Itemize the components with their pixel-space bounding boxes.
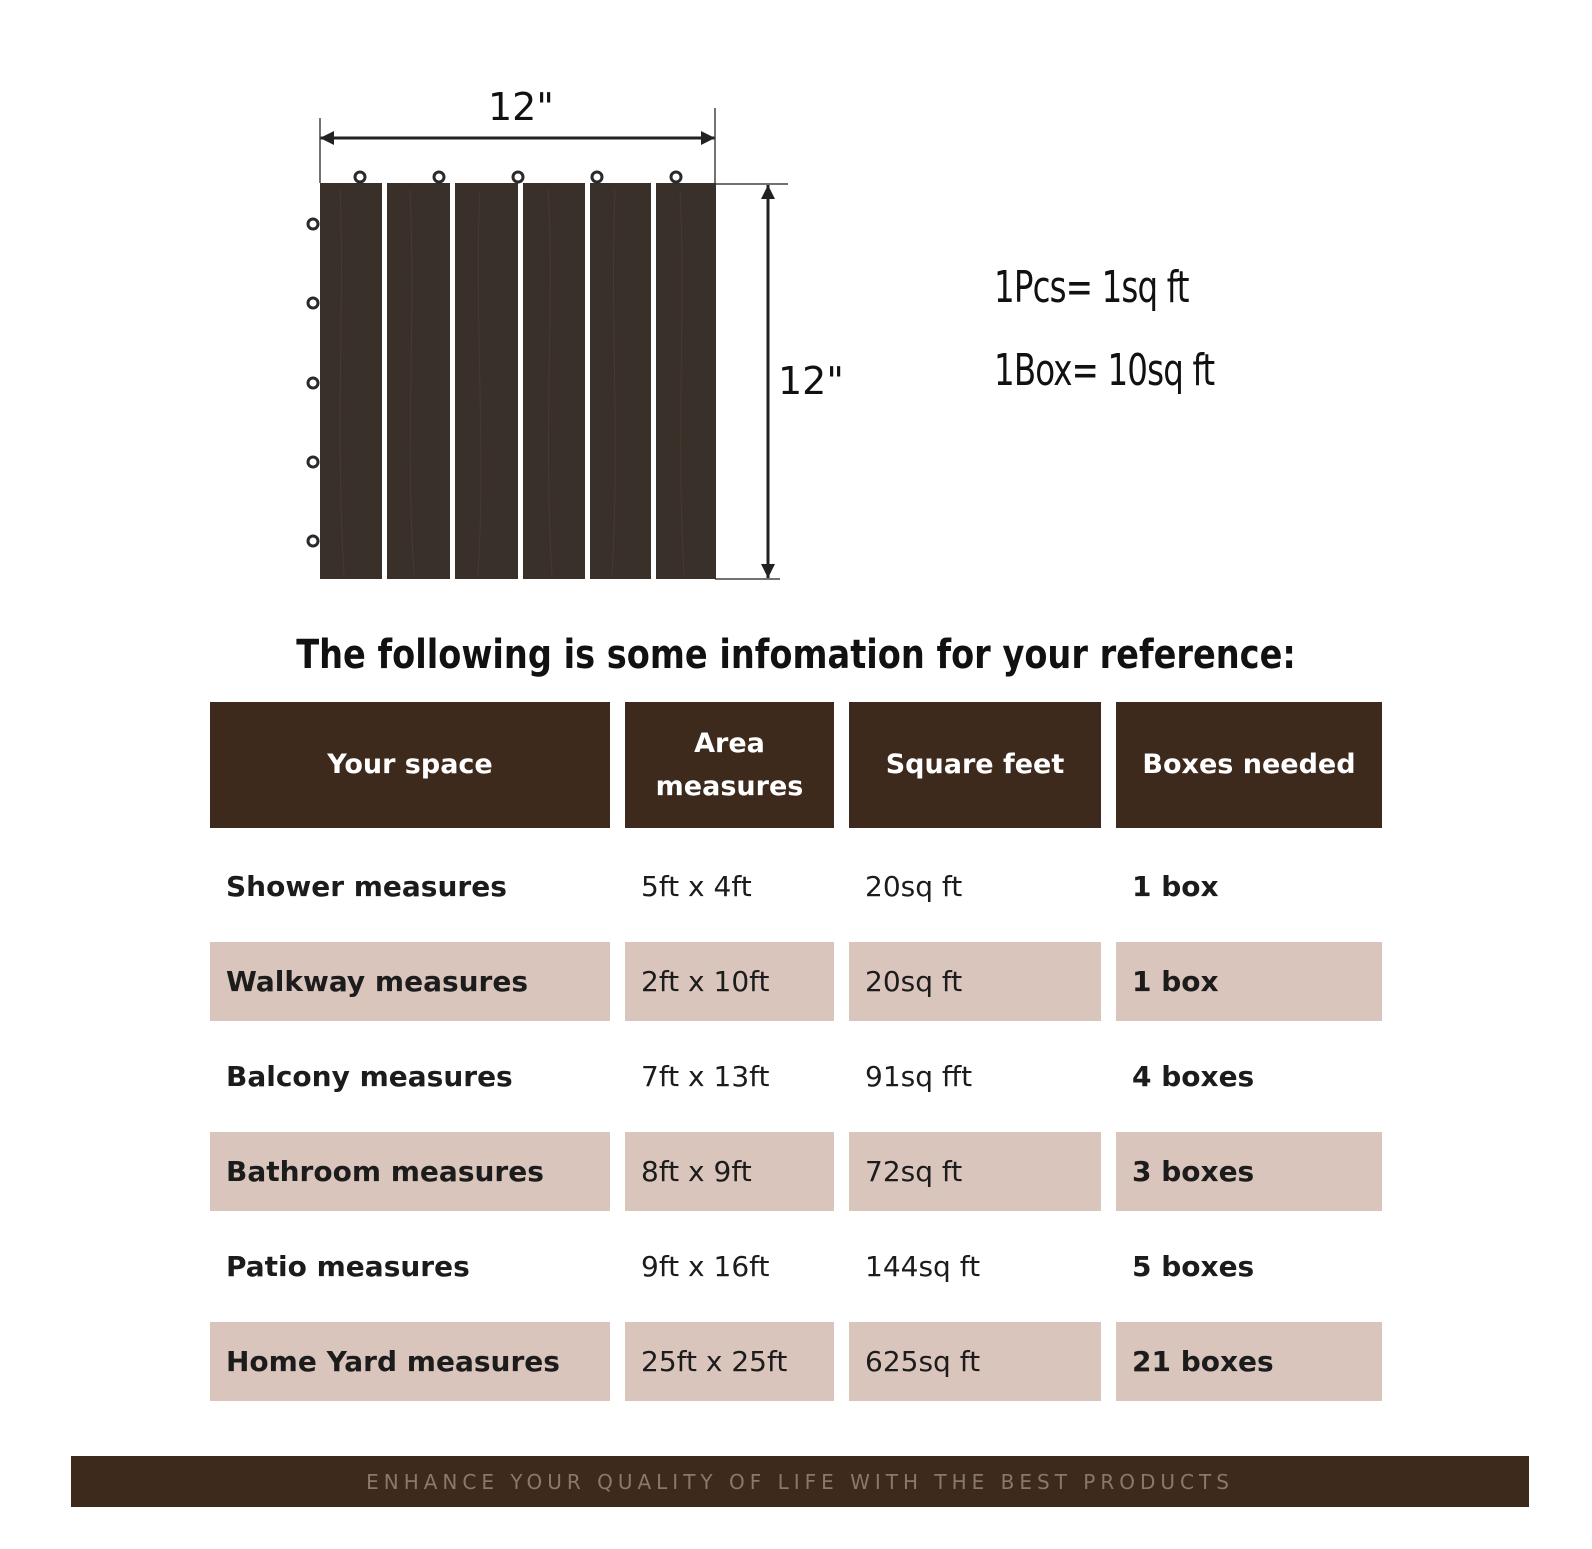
- header-your-space-label: Your space: [327, 749, 493, 781]
- footer-tagline: ENHANCE YOUR QUALITY OF LIFE WITH THE BEST PRODUCTS: [366, 1469, 1234, 1494]
- table-row-3-area: 7ft x 13ft: [641, 1060, 770, 1093]
- table-row-3-boxes: 4 boxes: [1132, 1060, 1255, 1093]
- reference-headline-text: The following is some infomation for your reference:: [296, 632, 1296, 678]
- table-row-6-area: 25ft x 25ft: [625, 1322, 834, 1401]
- table-row-4-space: Bathroom measures: [210, 1132, 610, 1211]
- height-label: 12": [778, 359, 844, 403]
- footer-band: [71, 1456, 1529, 1507]
- header-your-space: [210, 702, 610, 828]
- slat-gap: [585, 183, 590, 579]
- clip-top: [671, 172, 681, 182]
- header-square-feet-label: Square feet: [885, 749, 1065, 781]
- slat-gap: [382, 183, 387, 579]
- table-row-3-sqft: 91sq fft: [865, 1060, 973, 1093]
- clip-left: [308, 378, 318, 388]
- clip-left: [308, 219, 318, 229]
- header-area-line1: Area: [694, 727, 765, 759]
- table-row-2-area: 2ft x 10ft: [625, 942, 834, 1021]
- slat-gap: [450, 183, 455, 579]
- top-clips: [355, 172, 681, 182]
- clip-left: [308, 298, 318, 308]
- height-arrow-top: [761, 185, 775, 199]
- height-arrow-bottom: [761, 564, 775, 578]
- table-row-2-boxes: 1 box: [1116, 942, 1382, 1021]
- header-boxes-needed-label: Boxes needed: [1142, 749, 1356, 781]
- header-area-measures: [625, 702, 834, 828]
- slat-gap: [518, 183, 523, 579]
- table-row-1-boxes: 1 box: [1132, 870, 1219, 903]
- spec-box: 1Box= 10sq ft: [994, 345, 1215, 396]
- header-area-line2: measures: [655, 771, 804, 802]
- reference-headline: [0, 632, 1592, 678]
- clip-top: [355, 172, 365, 182]
- width-label: 12": [488, 85, 554, 129]
- table-row-6-sqft: 625sq ft: [849, 1322, 1101, 1401]
- width-arrow-right: [701, 131, 715, 145]
- table-row-2-space: Walkway measures: [210, 942, 610, 1021]
- table-row-5-space: Patio measures: [226, 1250, 470, 1283]
- table-row-1-area: 5ft x 4ft: [641, 870, 752, 903]
- table-row-5-sqft: 144sq ft: [865, 1250, 981, 1283]
- clip-left: [308, 536, 318, 546]
- header-boxes-needed: [1116, 702, 1382, 828]
- table-row-4-sqft: 72sq ft: [849, 1132, 1101, 1211]
- width-arrow-left: [320, 131, 334, 145]
- left-clips: [308, 219, 318, 546]
- table-row-2-sqft: 20sq ft: [849, 942, 1101, 1021]
- table-row-4-boxes: 3 boxes: [1116, 1132, 1382, 1211]
- table-row-1-space: Shower measures: [226, 870, 507, 903]
- table-row-3-space: Balcony measures: [226, 1060, 513, 1093]
- table-row-5-area: 9ft x 16ft: [641, 1250, 770, 1283]
- slat-gap: [651, 183, 656, 579]
- table-row-5-boxes: 5 boxes: [1132, 1250, 1255, 1283]
- clip-top: [592, 172, 602, 182]
- table-row-4-area: 8ft x 9ft: [625, 1132, 834, 1211]
- deck-tile-illustration: [0, 0, 900, 600]
- clip-top: [434, 172, 444, 182]
- table-row-1-sqft: 20sq ft: [865, 870, 963, 903]
- table-row-6-boxes: 21 boxes: [1116, 1322, 1382, 1401]
- clip-left: [308, 457, 318, 467]
- header-square-feet: [849, 702, 1101, 828]
- clip-top: [513, 172, 523, 182]
- table-row-6-space: Home Yard measures: [210, 1322, 610, 1401]
- spec-pieces: 1Pcs= 1sq ft: [994, 262, 1189, 313]
